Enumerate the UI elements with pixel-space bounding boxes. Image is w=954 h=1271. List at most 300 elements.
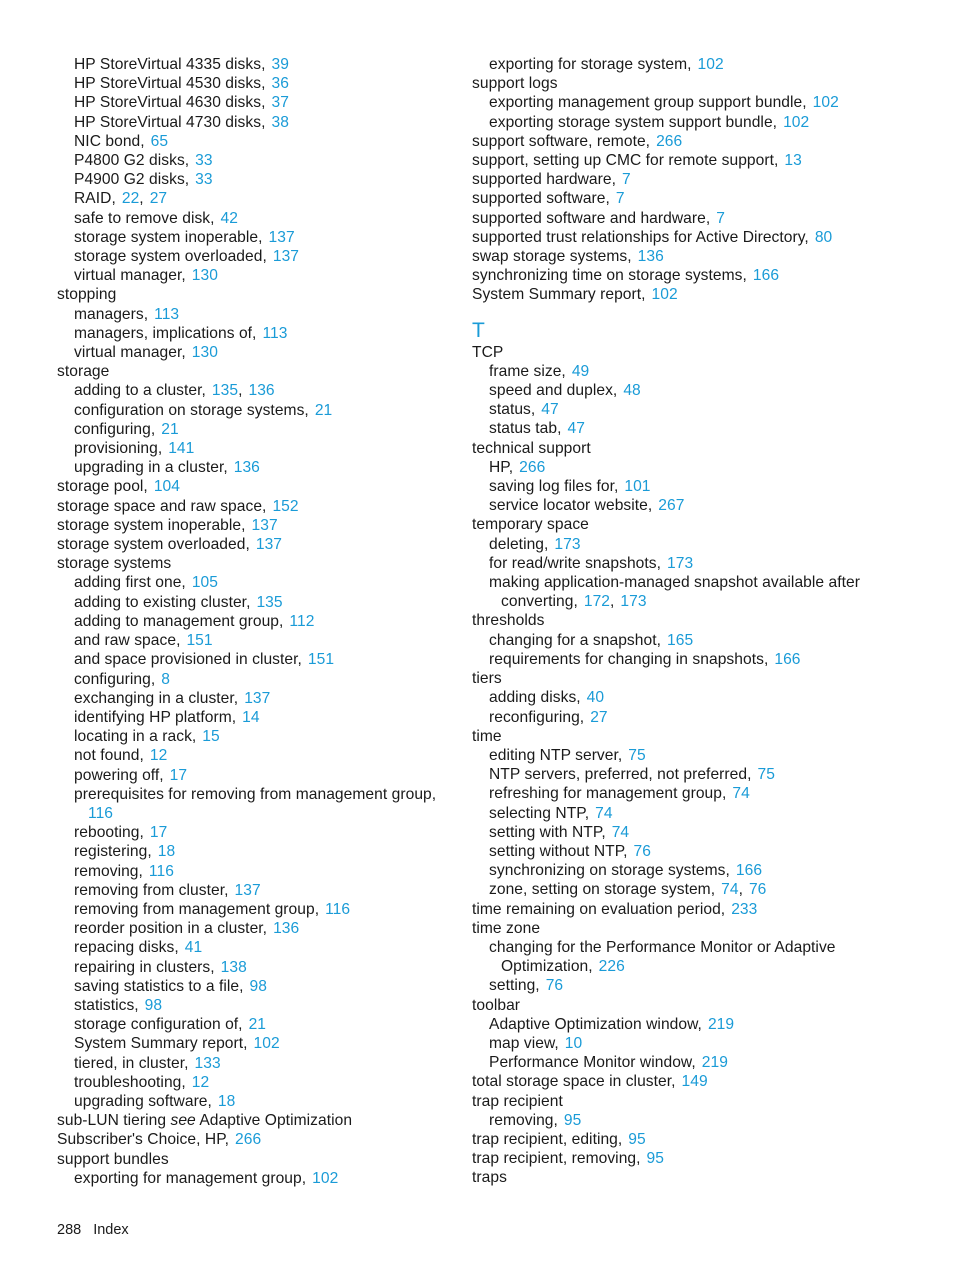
index-term: RAID, bbox=[74, 190, 116, 208]
index-subentry bbox=[472, 1034, 912, 1053]
page-link[interactable]: 266 bbox=[656, 132, 683, 150]
page-link[interactable]: 165 bbox=[667, 631, 694, 649]
index-term: Optimization, bbox=[501, 958, 593, 976]
index-subentry bbox=[57, 74, 477, 93]
index-term: managers, bbox=[74, 305, 149, 323]
index-entry bbox=[472, 515, 912, 534]
page-link[interactable]: 130 bbox=[191, 267, 218, 285]
index-term: trap recipient, editing, bbox=[472, 1130, 623, 1148]
index-entry bbox=[472, 919, 912, 938]
index-subentry bbox=[472, 861, 912, 880]
index-term: support logs bbox=[472, 75, 558, 93]
index-subentry bbox=[472, 419, 912, 438]
index-entry bbox=[472, 1149, 912, 1168]
index-subentry bbox=[57, 612, 477, 631]
index-entry bbox=[57, 1111, 477, 1130]
index-term: virtual manager, bbox=[74, 267, 186, 285]
page-link[interactable]: 136 bbox=[248, 382, 275, 400]
index-term: upgrading in a cluster, bbox=[74, 459, 228, 477]
index-entry bbox=[57, 554, 477, 573]
page-link[interactable]: 137 bbox=[251, 516, 278, 534]
page-link[interactable]: 13 bbox=[784, 152, 802, 170]
index-term: synchronizing on storage systems, bbox=[489, 862, 730, 880]
page-link[interactable]: 102 bbox=[697, 56, 724, 73]
page-link[interactable]: 98 bbox=[144, 996, 163, 1014]
page-link[interactable]: 74 bbox=[721, 881, 739, 899]
page-link[interactable]: 74 bbox=[595, 804, 613, 822]
index-term: Performance Monitor window, bbox=[489, 1054, 696, 1072]
page-link[interactable]: 8 bbox=[161, 670, 170, 688]
page-link[interactable]: 27 bbox=[590, 708, 608, 726]
index-term: storage pool, bbox=[57, 478, 148, 496]
page-link[interactable]: 116 bbox=[325, 900, 351, 918]
index-entry bbox=[57, 285, 477, 304]
page-link[interactable]: 21 bbox=[248, 1016, 267, 1034]
index-subentry bbox=[472, 458, 912, 477]
index-term: storage bbox=[57, 363, 110, 381]
index-term: configuring, bbox=[74, 670, 156, 688]
index-subentry bbox=[57, 996, 477, 1015]
index-term: time bbox=[472, 727, 502, 745]
index-term: tiers bbox=[472, 670, 502, 688]
index-term: sub-LUN tiering bbox=[57, 1112, 167, 1130]
index-term: NTP servers, preferred, not preferred, bbox=[489, 766, 752, 784]
index-term: supported trust relationships for Active Directory, bbox=[472, 228, 809, 246]
index-term: Adaptive Optimization window, bbox=[489, 1015, 702, 1033]
page-link[interactable]: 149 bbox=[681, 1073, 708, 1091]
index-subentry bbox=[57, 170, 477, 189]
index-subentry bbox=[472, 362, 912, 381]
index-term: identifying HP platform, bbox=[74, 708, 237, 726]
index-entry bbox=[472, 189, 912, 208]
index-subentry bbox=[57, 631, 477, 650]
page-link[interactable]: 22 bbox=[121, 190, 140, 208]
page-link[interactable]: 38 bbox=[271, 113, 289, 131]
page-link[interactable]: 102 bbox=[312, 1169, 339, 1187]
index-entry bbox=[472, 1072, 912, 1091]
page-link[interactable]: 173 bbox=[620, 593, 647, 611]
index-term: safe to remove disk, bbox=[74, 209, 215, 227]
page-link[interactable]: 267 bbox=[658, 497, 685, 515]
index-term: rebooting, bbox=[74, 824, 144, 842]
index-term: making application-managed snapshot available after bbox=[489, 574, 860, 592]
index-subentry bbox=[472, 746, 912, 765]
see-reference-label: see bbox=[170, 1112, 196, 1130]
index-subentry bbox=[57, 401, 477, 420]
index-subentry bbox=[57, 746, 477, 765]
index-term: NIC bond, bbox=[74, 132, 145, 150]
index-term: synchronizing time on storage systems, bbox=[472, 267, 747, 285]
page-link[interactable]: 12 bbox=[191, 1073, 210, 1091]
index-subentry bbox=[472, 708, 912, 727]
index-entry bbox=[472, 669, 912, 688]
index-term: storage configuration of, bbox=[74, 1016, 243, 1034]
index-subentry bbox=[57, 670, 477, 689]
page-link[interactable]: 74 bbox=[732, 785, 750, 803]
index-entry bbox=[472, 228, 912, 247]
index-term: storage space and raw space, bbox=[57, 497, 267, 515]
index-term: removing from cluster, bbox=[74, 881, 229, 899]
index-term: refreshing for management group, bbox=[489, 785, 727, 803]
page-link[interactable]: 40 bbox=[586, 689, 605, 707]
page-link[interactable]: 219 bbox=[707, 1015, 735, 1033]
footer-section: Index bbox=[93, 1222, 129, 1238]
page-link[interactable]: 7 bbox=[716, 209, 725, 227]
index-term: exporting storage system support bundle, bbox=[489, 113, 778, 131]
index-entry bbox=[472, 611, 912, 630]
index-entry bbox=[472, 209, 912, 228]
index-subentry bbox=[472, 842, 912, 861]
index-term: total storage space in cluster, bbox=[472, 1073, 676, 1091]
index-subentry bbox=[57, 324, 477, 343]
index-term: technical support bbox=[472, 439, 591, 457]
index-subentry bbox=[57, 420, 477, 439]
page-link[interactable]: 47 bbox=[567, 420, 585, 438]
index-column-right bbox=[472, 55, 912, 1188]
index-term: and space provisioned in cluster, bbox=[74, 651, 302, 669]
page-link[interactable]: 105 bbox=[191, 574, 218, 592]
index-term: saving log files for, bbox=[489, 478, 619, 496]
page-link[interactable]: 95 bbox=[646, 1150, 664, 1168]
index-term: time remaining on evaluation period, bbox=[472, 900, 726, 918]
index-subentry bbox=[57, 689, 477, 708]
page-link[interactable]: 95 bbox=[628, 1130, 646, 1148]
index-subentry bbox=[57, 1015, 477, 1034]
index-subentry bbox=[57, 93, 477, 112]
index-term: trap recipient, removing, bbox=[472, 1150, 641, 1168]
index-term: storage systems bbox=[57, 555, 172, 573]
page-link[interactable]: 75 bbox=[628, 746, 646, 764]
page-link[interactable]: 137 bbox=[234, 881, 261, 899]
index-subentry bbox=[57, 1034, 477, 1053]
page-link[interactable]: 137 bbox=[272, 248, 300, 266]
index-subentry bbox=[57, 727, 477, 746]
index-subentry bbox=[57, 1054, 477, 1073]
index-term: supported software and hardware, bbox=[472, 209, 711, 227]
index-subentry: converting, 172, 173 bbox=[501, 593, 647, 611]
page-link[interactable]: 141 bbox=[168, 440, 195, 458]
index-term: locating in a rack, bbox=[74, 728, 197, 746]
index-subentry bbox=[472, 55, 912, 74]
index-subentry bbox=[472, 573, 912, 592]
index-subentry: zone, setting on storage system, 74, 76 bbox=[489, 881, 767, 899]
page-link[interactable]: 172 bbox=[583, 593, 611, 611]
page-link[interactable]: 76 bbox=[545, 977, 564, 995]
page-link[interactable]: 27 bbox=[149, 190, 168, 208]
index-term: frame size, bbox=[489, 362, 566, 380]
index-term: supported hardware, bbox=[472, 171, 616, 189]
index-term: map view, bbox=[489, 1034, 559, 1052]
index-entry bbox=[472, 132, 912, 151]
page-link[interactable]: 102 bbox=[812, 94, 839, 112]
index-subentry bbox=[57, 266, 477, 285]
page-link[interactable]: 173 bbox=[554, 535, 581, 553]
index-subentry bbox=[472, 535, 912, 554]
index-term: exchanging in a cluster, bbox=[74, 689, 239, 707]
index-term: managers, implications of, bbox=[74, 324, 257, 342]
index-entry bbox=[57, 362, 477, 381]
page-link[interactable]: 49 bbox=[571, 362, 590, 380]
page-link[interactable]: 36 bbox=[271, 75, 289, 93]
index-entry bbox=[472, 900, 912, 919]
index-subentry bbox=[57, 1092, 477, 1111]
index-subentry bbox=[57, 1073, 477, 1092]
index-term: tiered, in cluster, bbox=[74, 1054, 189, 1072]
page-link[interactable]: 138 bbox=[220, 958, 247, 976]
page-link[interactable]: 136 bbox=[637, 248, 664, 266]
index-term: HP StoreVirtual 4530 disks, bbox=[74, 75, 266, 93]
index-term: storage system overloaded, bbox=[57, 536, 250, 554]
index-term: registering, bbox=[74, 843, 152, 861]
index-term: repairing in clusters, bbox=[74, 958, 215, 976]
index-term: setting with NTP, bbox=[489, 823, 606, 841]
index-subentry bbox=[57, 785, 477, 804]
index-term: supported software, bbox=[472, 190, 610, 208]
page-link[interactable]: 21 bbox=[161, 420, 179, 438]
index-entry bbox=[472, 1168, 912, 1187]
index-term: adding disks, bbox=[489, 689, 581, 707]
index-term: converting, bbox=[501, 593, 578, 611]
page-link[interactable]: 33 bbox=[195, 171, 213, 189]
index-subentry bbox=[57, 919, 477, 938]
page-link[interactable]: 116 bbox=[148, 862, 174, 880]
index-subentry bbox=[57, 151, 477, 170]
index-entry bbox=[472, 996, 912, 1015]
index-term: traps bbox=[472, 1169, 507, 1187]
index-subentry bbox=[57, 593, 477, 612]
index-term: exporting for storage system, bbox=[489, 56, 692, 73]
page-link[interactable]: 102 bbox=[253, 1035, 280, 1053]
index-term: HP StoreVirtual 4630 disks, bbox=[74, 94, 266, 112]
index-term: changing for a snapshot, bbox=[489, 631, 661, 649]
page-link[interactable]: 135 bbox=[256, 593, 283, 611]
page-link[interactable]: 42 bbox=[220, 209, 238, 227]
index-subentry bbox=[57, 862, 477, 881]
page-link[interactable]: 266 bbox=[235, 1131, 262, 1149]
page-link[interactable]: 152 bbox=[272, 497, 299, 515]
page-footer bbox=[57, 1222, 141, 1238]
index-subentry bbox=[57, 1169, 477, 1188]
index-subentry bbox=[472, 938, 912, 957]
index-subentry bbox=[57, 228, 477, 247]
index-entry bbox=[57, 1150, 477, 1169]
footer-page-number: 288 bbox=[57, 1222, 82, 1238]
page-link[interactable]: 80 bbox=[814, 228, 833, 246]
index-term: status, bbox=[489, 401, 536, 419]
index-term: upgrading software, bbox=[74, 1092, 212, 1110]
index-term: adding to management group, bbox=[74, 612, 284, 630]
page-link[interactable]: 151 bbox=[186, 632, 213, 650]
index-term: changing for the Performance Monitor or Adaptive bbox=[489, 938, 836, 956]
index-term: troubleshooting, bbox=[74, 1073, 186, 1091]
index-term: virtual manager, bbox=[74, 344, 186, 362]
index-term: support software, remote, bbox=[472, 132, 651, 150]
page-link[interactable]: 14 bbox=[242, 708, 260, 726]
page-link[interactable]: 65 bbox=[150, 132, 169, 150]
index-subentry bbox=[472, 381, 912, 400]
index-subentry bbox=[57, 132, 477, 151]
index-subentry bbox=[472, 496, 912, 515]
index-entry bbox=[472, 1092, 912, 1111]
page-link[interactable]: 12 bbox=[149, 747, 168, 765]
index-term: speed and duplex, bbox=[489, 382, 618, 400]
page-link[interactable]: 75 bbox=[757, 766, 775, 784]
index-term: setting without NTP, bbox=[489, 842, 628, 860]
page-link[interactable]: 166 bbox=[735, 862, 763, 880]
index-subentry bbox=[472, 650, 912, 669]
page-link[interactable]: 137 bbox=[268, 228, 295, 246]
index-subentry bbox=[57, 573, 477, 592]
page-link[interactable]: 219 bbox=[701, 1054, 728, 1072]
page-link[interactable]: 7 bbox=[615, 190, 625, 208]
index-subentry bbox=[472, 804, 912, 823]
page-link[interactable]: 116 bbox=[88, 804, 114, 822]
index-term: temporary space bbox=[472, 516, 589, 534]
page-link[interactable]: 130 bbox=[191, 344, 218, 362]
page-link[interactable]: 41 bbox=[184, 939, 203, 957]
index-term: P4900 G2 disks, bbox=[74, 171, 190, 189]
page-link[interactable]: 266 bbox=[519, 458, 546, 476]
page-link[interactable]: 17 bbox=[149, 824, 168, 842]
index-subentry bbox=[57, 823, 477, 842]
index-subentry bbox=[57, 938, 477, 957]
index-subentry bbox=[472, 93, 912, 112]
index-subentry bbox=[472, 631, 912, 650]
index-subentry bbox=[57, 55, 477, 74]
index-term: configuring, bbox=[74, 420, 156, 438]
index-entry bbox=[472, 439, 912, 458]
index-entry bbox=[472, 151, 912, 170]
page-link[interactable]: 173 bbox=[667, 554, 694, 572]
page-link[interactable]: 33 bbox=[195, 152, 213, 170]
index-term: saving statistics to a file, bbox=[74, 977, 244, 995]
index-entry bbox=[472, 1130, 912, 1149]
index-term: HP StoreVirtual 4335 disks, bbox=[74, 56, 266, 73]
index-entry bbox=[472, 74, 912, 93]
index-subentry bbox=[472, 113, 912, 132]
see-reference-target: Adaptive Optimization bbox=[199, 1112, 353, 1130]
index-term: exporting management group support bundle, bbox=[489, 94, 807, 112]
index-term: adding to existing cluster, bbox=[74, 593, 251, 611]
index-term: removing from management group, bbox=[74, 900, 320, 918]
page-link[interactable]: 101 bbox=[624, 478, 651, 496]
index-term: adding first one, bbox=[74, 574, 186, 592]
index-term: removing, bbox=[489, 1111, 558, 1129]
index-term: Subscriber's Choice, HP, bbox=[57, 1131, 230, 1149]
page-link[interactable]: 136 bbox=[273, 920, 300, 938]
page-link[interactable]: 137 bbox=[244, 689, 271, 707]
page-link[interactable]: 135 bbox=[211, 382, 239, 400]
index-term: exporting for management group, bbox=[74, 1169, 307, 1187]
page-link[interactable]: 166 bbox=[774, 650, 801, 668]
index-entry bbox=[57, 1130, 477, 1149]
index-subentry bbox=[57, 650, 477, 669]
index-term: not found, bbox=[74, 747, 144, 765]
index-term: for read/write snapshots, bbox=[489, 554, 661, 572]
page-link[interactable]: 112 bbox=[289, 612, 315, 630]
page-link[interactable]: 233 bbox=[731, 900, 758, 918]
page-link[interactable]: 10 bbox=[564, 1034, 583, 1052]
index-term: reorder position in a cluster, bbox=[74, 920, 268, 938]
index-subentry bbox=[472, 765, 912, 784]
index-subentry bbox=[472, 784, 912, 803]
index-term: storage system inoperable, bbox=[74, 228, 263, 246]
index-entry bbox=[57, 497, 477, 516]
page-link[interactable]: 151 bbox=[307, 651, 335, 669]
index-entry bbox=[57, 516, 477, 535]
index-term: swap storage systems, bbox=[472, 248, 632, 266]
page-link[interactable]: 76 bbox=[633, 842, 651, 860]
page-link[interactable]: 104 bbox=[153, 478, 180, 496]
page-link[interactable]: 18 bbox=[217, 1092, 236, 1110]
page-link[interactable]: 47 bbox=[541, 401, 559, 419]
index-subentry bbox=[57, 458, 477, 477]
index-subentry: RAID, 22, 27 bbox=[74, 190, 168, 208]
index-term: HP, bbox=[489, 458, 514, 476]
index-subentry bbox=[472, 400, 912, 419]
index-subentry bbox=[57, 804, 477, 823]
page-link[interactable]: 37 bbox=[271, 94, 289, 112]
page-link[interactable]: 166 bbox=[752, 267, 780, 285]
index-subentry bbox=[472, 823, 912, 842]
page-link[interactable]: 102 bbox=[651, 286, 678, 304]
index-term: trap recipient bbox=[472, 1092, 563, 1110]
index-term: selecting NTP, bbox=[489, 804, 590, 822]
page-link[interactable]: 15 bbox=[202, 728, 220, 746]
index-subentry bbox=[57, 842, 477, 861]
page-link[interactable]: 137 bbox=[255, 536, 283, 554]
page-link[interactable]: 17 bbox=[169, 766, 188, 784]
page-link[interactable]: 113 bbox=[154, 305, 180, 323]
page-link[interactable]: 74 bbox=[611, 823, 630, 841]
index-term: System Summary report, bbox=[74, 1035, 248, 1053]
index-letter-heading: T bbox=[472, 318, 485, 342]
index-subentry bbox=[57, 113, 477, 132]
page-link[interactable]: 95 bbox=[563, 1111, 582, 1129]
page-link[interactable]: 136 bbox=[233, 459, 260, 477]
page-link[interactable]: 7 bbox=[621, 171, 631, 189]
page-link[interactable]: 102 bbox=[783, 113, 810, 131]
index-term: repacing disks, bbox=[74, 939, 179, 957]
page-link[interactable]: 113 bbox=[262, 324, 288, 342]
index-subentry bbox=[57, 209, 477, 228]
index-term: requirements for changing in snapshots, bbox=[489, 650, 769, 668]
index-entry bbox=[472, 247, 912, 266]
page-link[interactable]: 39 bbox=[271, 56, 289, 73]
page-link[interactable]: 18 bbox=[157, 843, 176, 861]
index-term: statistics, bbox=[74, 996, 139, 1014]
page-link[interactable]: 76 bbox=[748, 881, 767, 899]
index-subentry bbox=[57, 439, 477, 458]
page-link[interactable]: 21 bbox=[314, 401, 333, 419]
index-subentry bbox=[472, 957, 912, 976]
index-term: storage system inoperable, bbox=[57, 516, 246, 534]
index-term: editing NTP server, bbox=[489, 746, 623, 764]
index-term: support bundles bbox=[57, 1150, 169, 1168]
index-term: P4800 G2 disks, bbox=[74, 152, 190, 170]
page-link[interactable]: 98 bbox=[249, 977, 267, 995]
page-link[interactable]: 48 bbox=[623, 382, 641, 400]
index-subentry bbox=[57, 247, 477, 266]
page-link[interactable]: 226 bbox=[598, 958, 625, 976]
index-subentry bbox=[57, 881, 477, 900]
index-term: and raw space, bbox=[74, 632, 181, 650]
index-subentry bbox=[472, 554, 912, 573]
index-term: provisioning, bbox=[74, 440, 163, 458]
page-link[interactable]: 133 bbox=[194, 1054, 221, 1072]
index-subentry bbox=[472, 976, 912, 995]
index-term: TCP bbox=[472, 343, 504, 361]
